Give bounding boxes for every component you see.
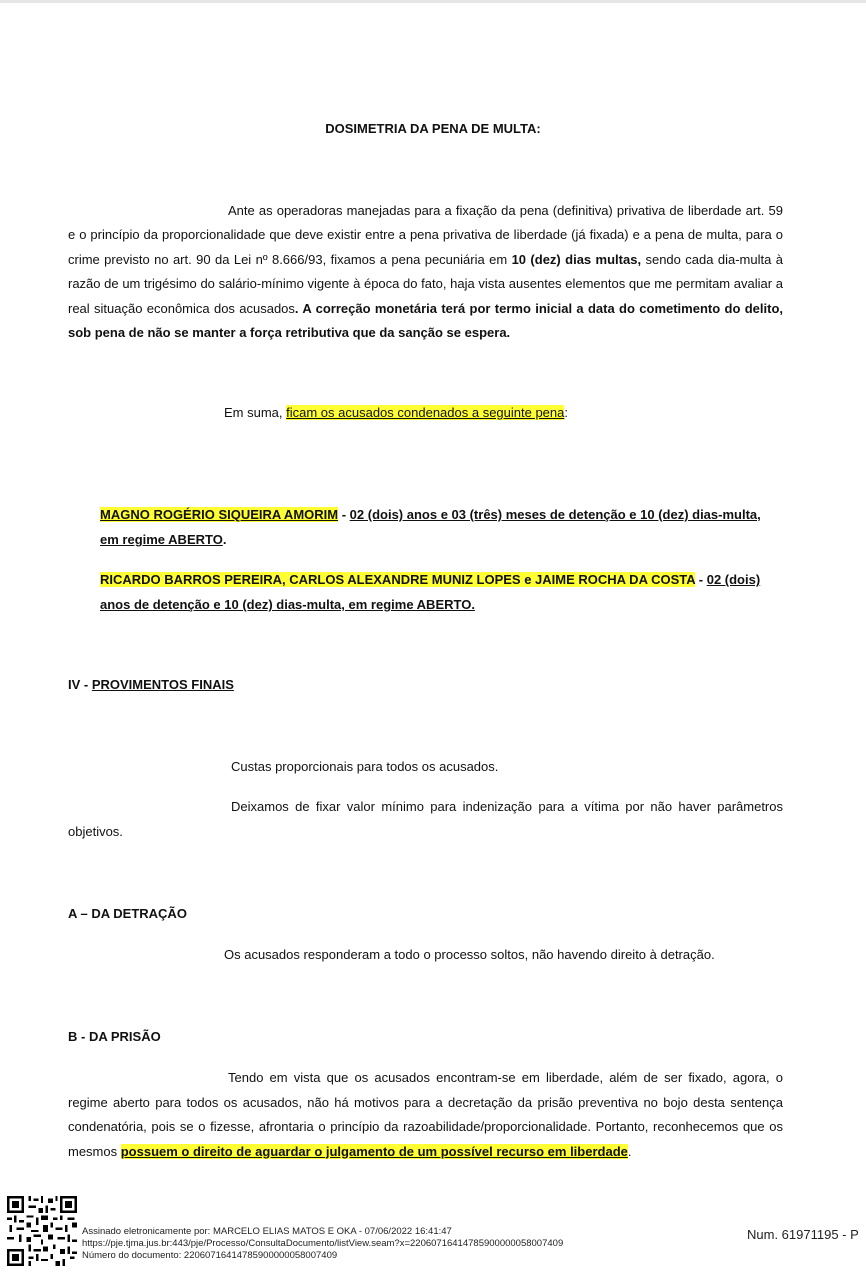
qr-code-icon bbox=[7, 1196, 77, 1266]
indemnity-line-1: Deixamos de fixar valor mínimo para indenização para a vítima por não haver parâmetros bbox=[231, 799, 783, 814]
indemnity-line-2: objetivos. bbox=[68, 824, 123, 839]
paragraph-prison: Tendo em vista que os acusados encontram-se em liberdade, além de ser fixado, agora, o regime aberto para todos os acusados, não há motivos para a decretação da prisão preventiva no bojo desta sentença condenatória, pois se o fizesse, afrontaria o princípio da razoabilidade/proporcionalidade. Portanto, reconhecemos que os mesmos possuem o direito de aguardar o julgamento de um possível recurso em liberdade. bbox=[68, 1070, 783, 1159]
top-border bbox=[0, 0, 866, 3]
paragraph-summary: Em suma, ficam os acusados condenados a seguinte pena: bbox=[224, 405, 568, 420]
paragraph-dosimetria: Ante as operadoras manejadas para a fixação da pena (definitiva) privativa de liberdade art. 59 e o princípio da proporcionalidade que deve existir entre a pena privativa de liberdade (já fixada) e a pena de multa, para o crime previsto no art. 90 da Lei nº 8.666/93, fixamos a pena pecuniária em 10 (dez) dias multas, sendo cada dia-multa à razão de um trigésimo do salário-mínimo vigente à época do fato, haja vista ausentes elementos que me permitam avaliar a real situação econômica dos acusados. A correção monetária terá por termo inicial a data do cometimento do delito, sob pena de não se manter a força retributiva que da sanção se espera. bbox=[68, 203, 783, 341]
signature-footer bbox=[82, 1226, 563, 1262]
page-number-label: Num. 61971195 - P bbox=[747, 1227, 859, 1242]
section-heading-detracao: A – DA DETRAÇÃO bbox=[68, 906, 187, 921]
document-url-link[interactable]: https://pje.tjma.jus.br:443/pje/Processo/ConsultaDocumento/listView.seam?x=22060716414785900000058007409 bbox=[82, 1238, 564, 1249]
detraction-text: Os acusados responderam a todo o processo soltos, não havendo direito à detração. bbox=[224, 947, 715, 962]
signed-by-text: Assinado eletronicamente por: MARCELO ELIAS MATOS E OKA - 07/06/2022 16:41:47 bbox=[82, 1226, 452, 1237]
section-heading-prisao: B - DA PRISÃO bbox=[68, 1029, 161, 1044]
costs-text: Custas proporcionais para todos os acusados. bbox=[231, 759, 499, 774]
document-number-text: Número do documento: 22060716414785900000058007409 bbox=[82, 1250, 338, 1261]
section-title-dosimetria: DOSIMETRIA DA PENA DE MULTA: bbox=[325, 121, 541, 136]
sentence-magno: MAGNO ROGÉRIO SIQUEIRA AMORIM - 02 (dois) anos e 03 (três) meses de detenção e 10 (dez) dias-multa, em regime ABERTO. bbox=[100, 507, 761, 547]
sentence-others: RICARDO BARROS PEREIRA, CARLOS ALEXANDRE MUNIZ LOPES e JAIME ROCHA DA COSTA - 02 (dois) anos de detenção e 10 (dez) dias-multa, em regime ABERTO. bbox=[100, 572, 761, 612]
section-heading-provimentos: IV - PROVIMENTOS FINAIS bbox=[68, 677, 234, 692]
